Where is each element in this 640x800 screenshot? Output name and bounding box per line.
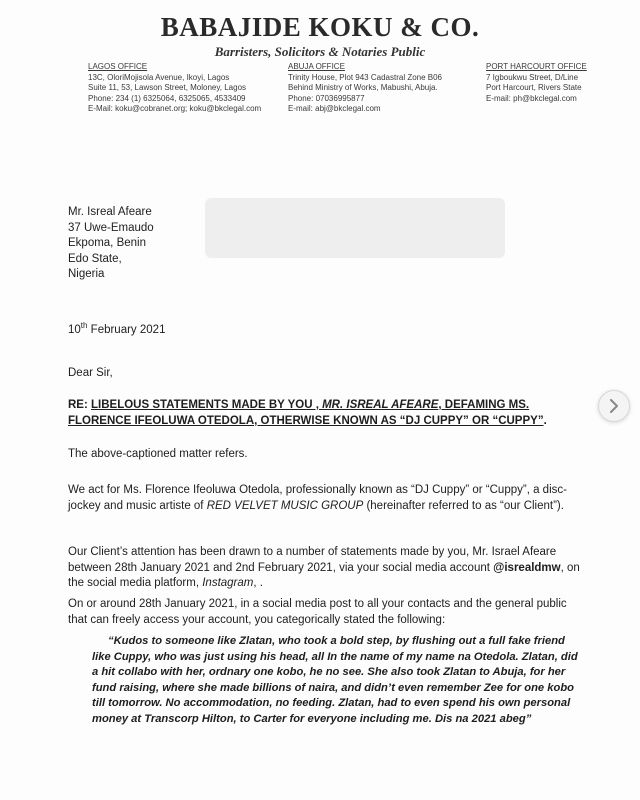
lagos-office-block <box>88 62 261 115</box>
date-suffix: th <box>80 321 88 330</box>
p3-platform: Instagram <box>202 577 254 589</box>
subject-part3: , DEFAMING MS. FLORENCE IFEOLUWA OTEDOLA, OTHERWISE KNOWN AS “DJ CUPPY” OR “CUPPY” <box>68 399 544 427</box>
office-line: E-mail: abj@bkclegal.com <box>288 104 381 113</box>
paragraph-client <box>68 483 583 514</box>
subject-part1: LIBELOUS STATEMENTS MADE BY YOU , <box>91 399 323 411</box>
address-line: Ekpoma, Benin <box>68 237 146 249</box>
subject-line <box>68 398 588 429</box>
p2-label-italic: RED VELVET MUSIC GROUP <box>206 499 364 512</box>
port-harcourt-office-block <box>486 62 587 104</box>
letter-date <box>68 318 165 338</box>
firm-name: BABAJIDE KOKU & CO. <box>160 12 480 42</box>
recipient-address <box>68 205 154 283</box>
office-line: E-mail: ph@bkclegal.com <box>486 93 577 103</box>
office-line: 7 Igboukwu Street, D/Line <box>486 72 579 82</box>
paragraph-statement: On or around 28th January 2021, in a social media post to all your contacts and the general public that can freely access your account, you categorically stated the following: <box>68 598 567 626</box>
firm-subtitle: Barristers, Solicitors & Notaries Public <box>214 44 426 59</box>
date-rest: February 2021 <box>87 323 166 336</box>
subject-name: MR. ISREAL AFEARE <box>322 399 439 411</box>
office-line: Port Harcourt, Rivers State <box>486 83 582 92</box>
p3-text-c: , . <box>253 577 263 589</box>
p3-handle: @isrealdmw <box>493 561 561 574</box>
address-line: 37 Uwe-Emaudo <box>68 221 154 234</box>
office-line: Suite 11, 53, Lawson Street, Moloney, Lagos <box>88 83 247 92</box>
paragraph-intro: The above-captioned matter refers. <box>68 448 248 460</box>
office-line: Behind Ministry of Works, Mabushi, Abuja. <box>288 83 438 92</box>
office-line: E-Mail: koku@cobranet.org; koku@bkclegal.com <box>88 104 262 113</box>
next-page-button[interactable] <box>598 390 630 422</box>
office-title: LAGOS OFFICE <box>88 62 148 71</box>
p2-text-b: (hereinafter referred to as “our Client”). <box>363 499 564 512</box>
office-title: PORT HARCOURT OFFICE <box>486 62 587 71</box>
abuja-office-block <box>288 62 442 115</box>
office-line: Phone: 07036995877 <box>288 93 365 103</box>
address-line: Edo State, <box>68 252 122 265</box>
office-line: Trinity House, Plot 943 Cadastral Zone B06 <box>288 72 443 82</box>
p2-text-a: We act for Ms. Florence Ifeoluwa Otedola, professionally known as “DJ Cuppy” or “Cuppy”, a disc-jockey and music artiste of <box>68 484 567 512</box>
office-title: ABUJA OFFICE <box>288 62 345 71</box>
show-through-smudge <box>205 198 505 258</box>
quoted-statement: “Kudos to someone like Zlatan, who took a bold step, by flushing out a full fake friend like Cuppy, who was just using his head, all In the name of my name na Otedola. Zlatan, did a hit collabo with her, ordnary one kobo, he no see. She also took Zlatan to Abuja, for her fund raising, where she made billions of naira, and didn’t even remember Zee for one kobo till tomorrow. No accommodation, no feeding. Zlatan, had to even spend his own personal money at Transcorp Hilton, to Carter for everyone including me. Dis na 2021 abeg” <box>92 635 578 725</box>
paragraph-attention <box>68 545 583 592</box>
salutation: Dear Sir, <box>68 367 113 379</box>
chevron-right-icon <box>608 399 620 413</box>
office-line: Phone: 234 (1) 6325064, 6325065, 4533409 <box>88 93 246 103</box>
office-line: 13C, OloriMojisola Avenue, Ikoyi, Lagos <box>88 72 230 82</box>
subject-end: . <box>543 414 547 427</box>
p3-text-b: , on the social media platform, <box>68 561 580 589</box>
date-day: 10 <box>68 323 81 336</box>
address-line: Nigeria <box>68 268 105 280</box>
subject-prefix: RE: <box>68 399 91 411</box>
address-line: Mr. Isreal Afeare <box>68 206 152 218</box>
p3-text-a: Our Client’s attention has been drawn to a number of statements made by you, Mr. Israel Afeare between 28th January 2021 and 2nd February 2021, via your social media account <box>68 546 557 574</box>
